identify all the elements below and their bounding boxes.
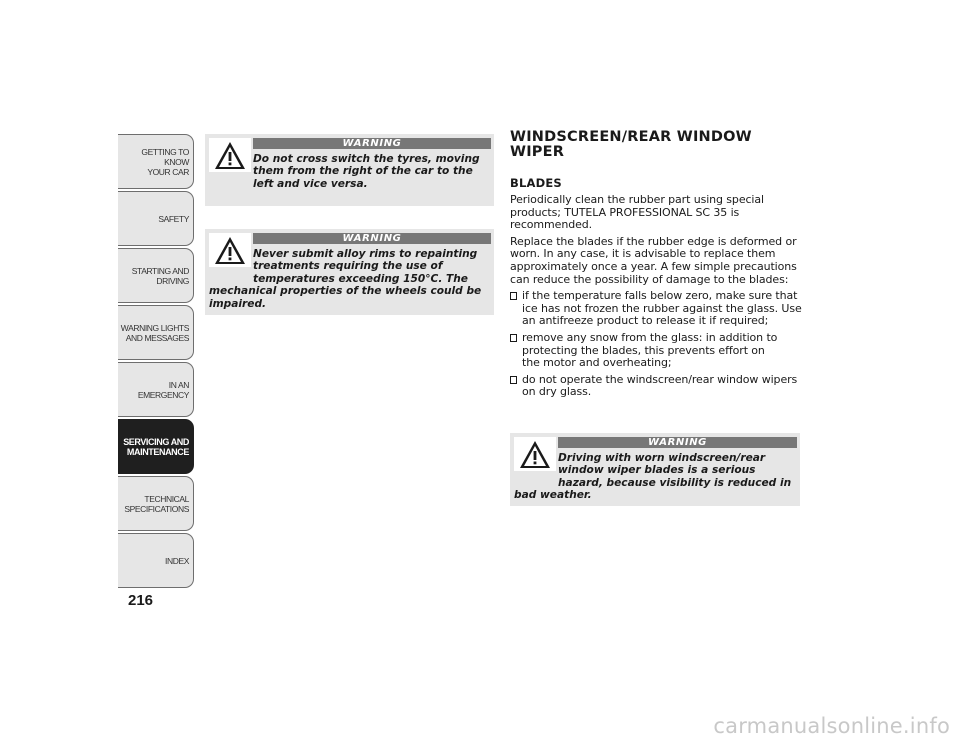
- warning-box: [205, 134, 494, 206]
- warning-text: Driving with worn windscreen/rear window wiper blades is a serious hazard, because visibility is reduced in bad weather.: [514, 452, 792, 502]
- chapter-tabs: [118, 134, 194, 590]
- tab-label: GETTING TO KNOW YOUR CAR: [141, 146, 189, 177]
- tab-label: SAFETY: [158, 213, 189, 224]
- list-item-text: if the temperature falls below zero, make sure that ice has not frozen the rubber against the glass. Use an antifreeze product to release it if required;: [522, 289, 802, 328]
- page-number: 216: [128, 592, 154, 609]
- tab-safety[interactable]: [118, 191, 194, 246]
- warning-text: Never submit alloy rims to repainting treatments requiring the use of temperatures exceeding 150°C. The mechanical properties of the wheels could be impaired.: [209, 248, 482, 310]
- precautions-list: [510, 290, 802, 399]
- checkbox-bullet-icon: [510, 292, 517, 300]
- paragraph: Replace the blades if the rubber edge is deformed or worn. In any case, it is advisable to replace them approximately once a year. A few simple precautions can reduce the possibility of damage to the blades:: [510, 234, 797, 286]
- wiper-section: [510, 130, 802, 403]
- list-item-text: do not operate the windscreen/rear window wipers on dry glass.: [522, 372, 798, 399]
- list-item: [510, 290, 802, 328]
- warning-heading: WARNING: [253, 138, 491, 149]
- tab-starting-driving[interactable]: [118, 248, 194, 303]
- section-title: WINDSCREEN/REAR WINDOW WIPER: [510, 129, 752, 160]
- tab-getting-to-know[interactable]: [118, 134, 194, 189]
- checkbox-bullet-icon: [510, 334, 517, 342]
- warning-heading: WARNING: [558, 437, 797, 448]
- tab-warning-lights[interactable]: [118, 305, 194, 360]
- list-item: [510, 374, 802, 399]
- tab-label: WARNING LIGHTS AND MESSAGES: [120, 322, 189, 343]
- tab-label: SERVICING AND MAINTENANCE: [123, 436, 189, 457]
- paragraph: Periodically clean the rubber part using special products; TUTELA PROFESSIONAL SC 35 is recommended.: [510, 193, 764, 232]
- list-item: [510, 332, 802, 370]
- warning-box: [205, 229, 494, 315]
- tab-label: TECHNICAL SPECIFICATIONS: [124, 493, 189, 514]
- warning-text: Do not cross switch the tyres, moving them from the right of the car to the left and vice versa.: [253, 153, 480, 190]
- tab-technical-specifications[interactable]: [118, 476, 194, 531]
- checkbox-bullet-icon: [510, 376, 517, 384]
- tab-label: IN AN EMERGENCY: [137, 379, 189, 400]
- section-subtitle: BLADES: [510, 176, 562, 190]
- warning-heading: WARNING: [253, 233, 491, 244]
- tab-index[interactable]: [118, 533, 194, 588]
- tab-label: STARTING AND DRIVING: [131, 265, 189, 286]
- warning-box: [510, 433, 800, 506]
- tab-emergency[interactable]: [118, 362, 194, 417]
- list-item-text: remove any snow from the glass: in addition to protecting the blades, this prevents effort on the motor and overheating;: [522, 330, 778, 370]
- tab-label: INDEX: [165, 555, 189, 566]
- tab-servicing-maintenance[interactable]: [118, 419, 194, 474]
- watermark: carmanualsonline.info: [713, 714, 950, 738]
